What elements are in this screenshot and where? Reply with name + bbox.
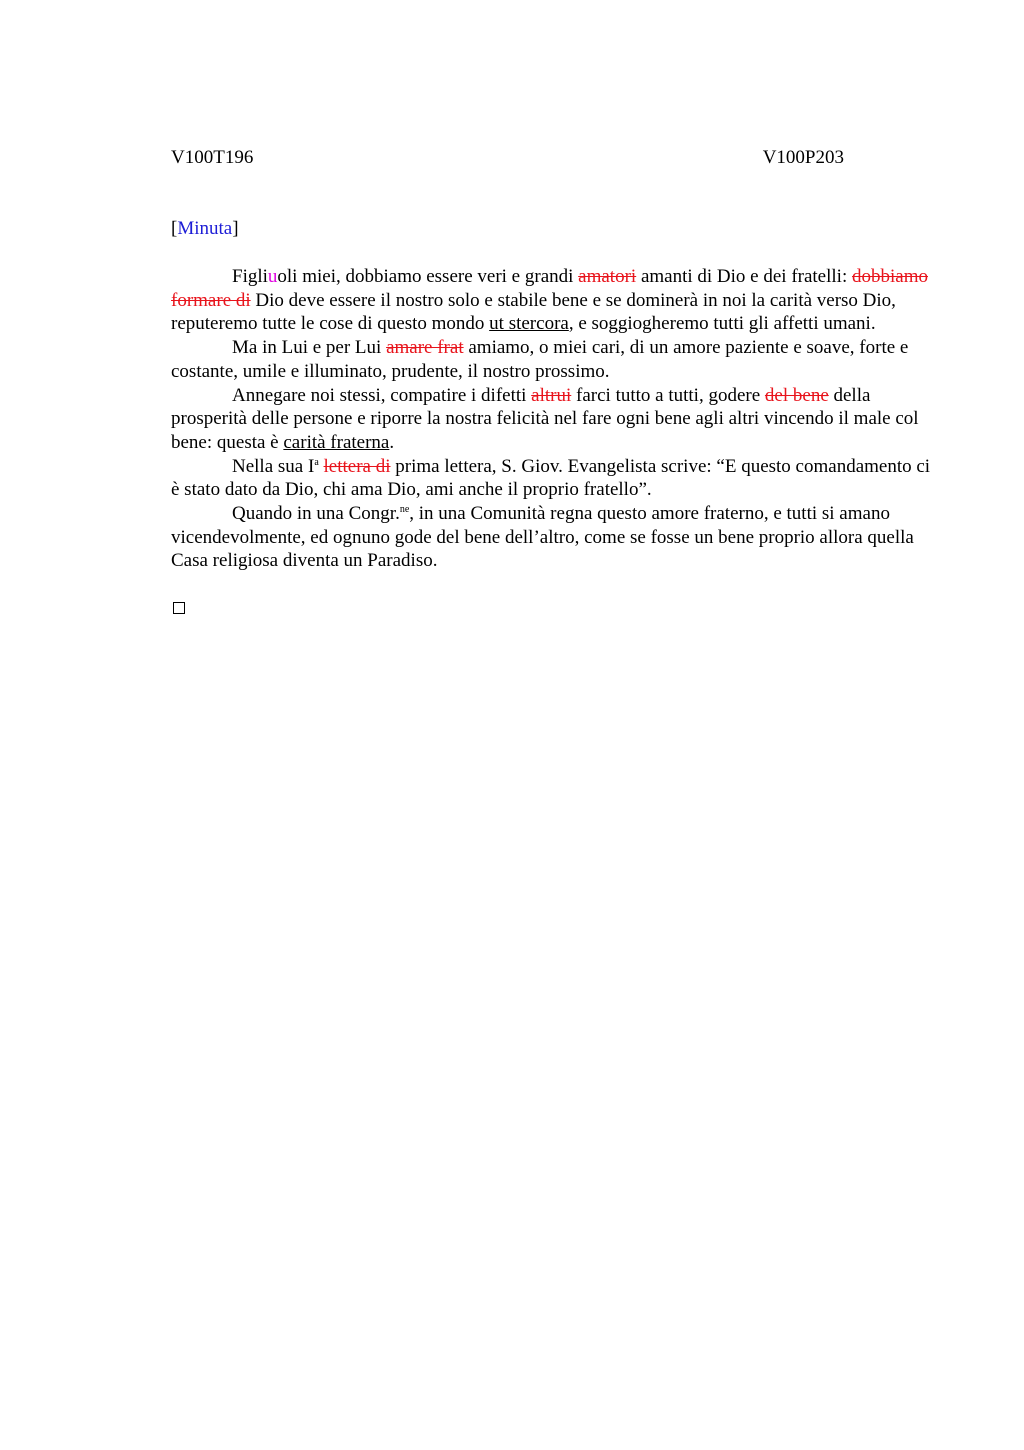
- text: oli miei, dobbiamo essere veri e grandi: [277, 266, 579, 287]
- superscript: a: [314, 456, 319, 468]
- text: Ma in Lui e per Lui: [232, 337, 387, 359]
- insertion: u: [267, 266, 278, 287]
- deletion: amare frat: [386, 337, 464, 359]
- superscript: ne: [399, 504, 410, 516]
- paragraph-2: [171, 336, 931, 383]
- text: Nella sua I: [232, 455, 315, 477]
- underlined-text: ut stercora: [489, 313, 569, 335]
- text: amanti di Dio e dei fratelli:: [636, 266, 852, 287]
- document-code-left: V100T196: [171, 147, 254, 168]
- text: Dio deve essere il nostro solo e stabile bene e se dominerà in noi la carità verso Dio, reputeremo tutte le cose di questo mondo: [171, 289, 896, 335]
- text: .: [389, 431, 395, 453]
- document-code-right: V100P203: [762, 147, 844, 168]
- paragraph-5: [171, 502, 931, 573]
- paragraph-4: [171, 455, 931, 502]
- deletion: dobbiamo formare di: [171, 266, 928, 311]
- open-bracket: [: [171, 218, 178, 239]
- text: prima lettera, S. Giov. Evangelista scrive: “E questo comandamento ci è stato dato da Dio, chi ama Dio, ami anche il proprio fratello”.: [171, 455, 931, 501]
- deletion: lettera di: [323, 455, 391, 477]
- document-type: Minuta: [177, 218, 233, 239]
- text: , in una Comunità regna questo amore fraterno, e tutti si amano vicendevolmente, ed ognuno gode del bene dell’altro, come se fosse un bene proprio allora quella Casa religiosa diventa un Paradiso.: [171, 503, 914, 572]
- text: , e soggiogheremo tutti gli affetti umani.: [568, 313, 876, 335]
- letter-body: [171, 265, 931, 573]
- close-bracket: ]: [232, 218, 239, 239]
- deletion: amatori: [578, 266, 637, 287]
- text: Quando in una Congr.: [232, 503, 400, 525]
- deletion: del bene: [764, 384, 829, 406]
- text: amiamo, o miei cari, di un amore paziente e soave, forte e costante, umile e illuminato, prudente, il nostro prossimo.: [171, 337, 909, 382]
- paragraph-3: [171, 384, 931, 455]
- underlined-text: carità fraterna: [283, 431, 390, 453]
- text: Figli: [232, 266, 268, 287]
- text: Annegare noi stessi, compatire i difetti: [232, 384, 532, 406]
- deletion: altrui: [531, 384, 572, 406]
- paragraph-1: [171, 265, 931, 336]
- document-type-label: [171, 217, 239, 241]
- text: della prosperità delle persone e riporre la nostra felicità nel fare ogni bene agli altri vincendo il male col bene: questa è: [171, 384, 919, 453]
- text: farci tutto a tutti, godere: [571, 384, 765, 406]
- end-of-document-box-icon: [173, 602, 185, 614]
- page-header: [171, 146, 844, 170]
